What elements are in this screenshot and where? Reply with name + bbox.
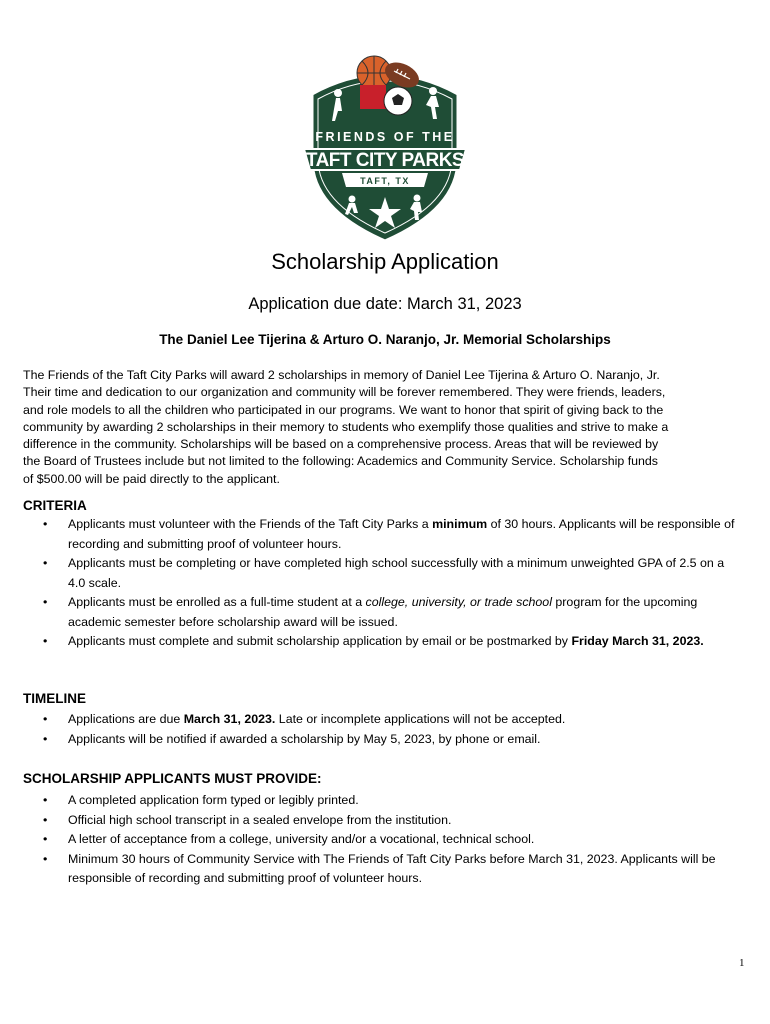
bullet: •	[43, 595, 48, 609]
timeline-heading: TIMELINE	[23, 691, 86, 706]
friends-of-taft-city-parks-logo	[302, 49, 468, 245]
bullet: •	[43, 793, 48, 807]
bullet: •	[43, 812, 48, 827]
bullet: •	[43, 634, 48, 648]
bullet: •	[43, 731, 48, 746]
list-item: • Official high school transcript in a sealed envelope from the institution.	[23, 811, 743, 831]
bullet: •	[43, 712, 48, 726]
logo-location-text: TAFT, TX	[360, 176, 410, 186]
intro-paragraph	[23, 367, 748, 488]
intro-line: and role models to all the children who participated in our programs. We want to honor that spirit of giving back to the	[23, 402, 664, 417]
list-item: • Minimum 30 hours of Community Service with The Friends of Taft City Parks before March 31, 2023. Applicants will be responsible of recording and submitting proof of volunteer hours.	[43, 851, 716, 885]
bullet: •	[43, 832, 48, 846]
intro-line: the Board of Trustees include but not limited to the following: Academics and Community Service. Scholarship funds	[23, 454, 659, 469]
list-item: • Applicants must complete and submit scholarship application by email or be postmarked by Friday March 31, 2023.	[23, 632, 743, 652]
intro-line: community by awarding 2 scholarships in their memory to students who exemplify those qualities and strive to make a	[23, 419, 669, 434]
list-item: • Applicants must be completing or have completed high school successfully with a minimum unweighted GPA of 2.5 on a 4.0 scale.	[43, 556, 725, 590]
intro-line: of $500.00 will be paid directly to the applicant.	[23, 471, 280, 486]
logo-friends-text: FRIENDS OF THE	[315, 130, 455, 144]
timeline-list	[23, 710, 743, 749]
list-item: • Applications are due March 31, 2023. Late or incomplete applications will not be accepted.	[23, 710, 743, 730]
bullet: •	[43, 517, 48, 531]
red-block	[360, 85, 386, 109]
page-title: Scholarship Application	[271, 249, 499, 274]
list-item: • Applicants will be notified if awarded a scholarship by May 5, 2023, by phone or email.	[23, 730, 743, 750]
page-number: 1	[739, 957, 745, 969]
bullet: •	[43, 556, 48, 570]
scholarship-subtitle: The Daniel Lee Tijerina & Arturo O. Naranjo, Jr. Memorial Scholarships	[159, 332, 611, 347]
list-item: • Applicants must volunteer with the Friends of the Taft City Parks a minimum of 30 hours. Applicants will be responsible of recording and submitting proof of volunteer hours.	[43, 517, 735, 551]
list-item: • Applicants must be enrolled as a full-time student at a college, university, or trade school program for the upcoming academic semester before scholarship award will be issued.	[43, 595, 698, 629]
intro-line: The Friends of the Taft City Parks will award 2 scholarships in memory of Daniel Lee Tijerina & Arturo O. Naranjo, Jr.	[23, 368, 660, 382]
provide-heading: SCHOLARSHIP APPLICANTS MUST PROVIDE:	[23, 771, 322, 786]
bullet: •	[43, 851, 48, 866]
criteria-list	[23, 515, 743, 652]
logo-taft-city-parks-text: TAFT CITY PARKS	[305, 150, 465, 171]
criteria-heading: CRITERIA	[23, 498, 87, 513]
due-date: Application due date: March 31, 2023	[248, 295, 522, 313]
provide-list	[23, 791, 743, 889]
list-item: • A completed application form typed or legibly printed.	[23, 791, 743, 811]
list-item: • A letter of acceptance from a college, university and/or a vocational, technical school.	[23, 830, 743, 850]
intro-line: Their time and dedication to our organization and community will be forever remembered. They were friends, leaders,	[23, 385, 666, 400]
intro-line: difference in the community. Scholarships will be based on a comprehensive process. Areas that will be reviewed by	[23, 437, 659, 452]
